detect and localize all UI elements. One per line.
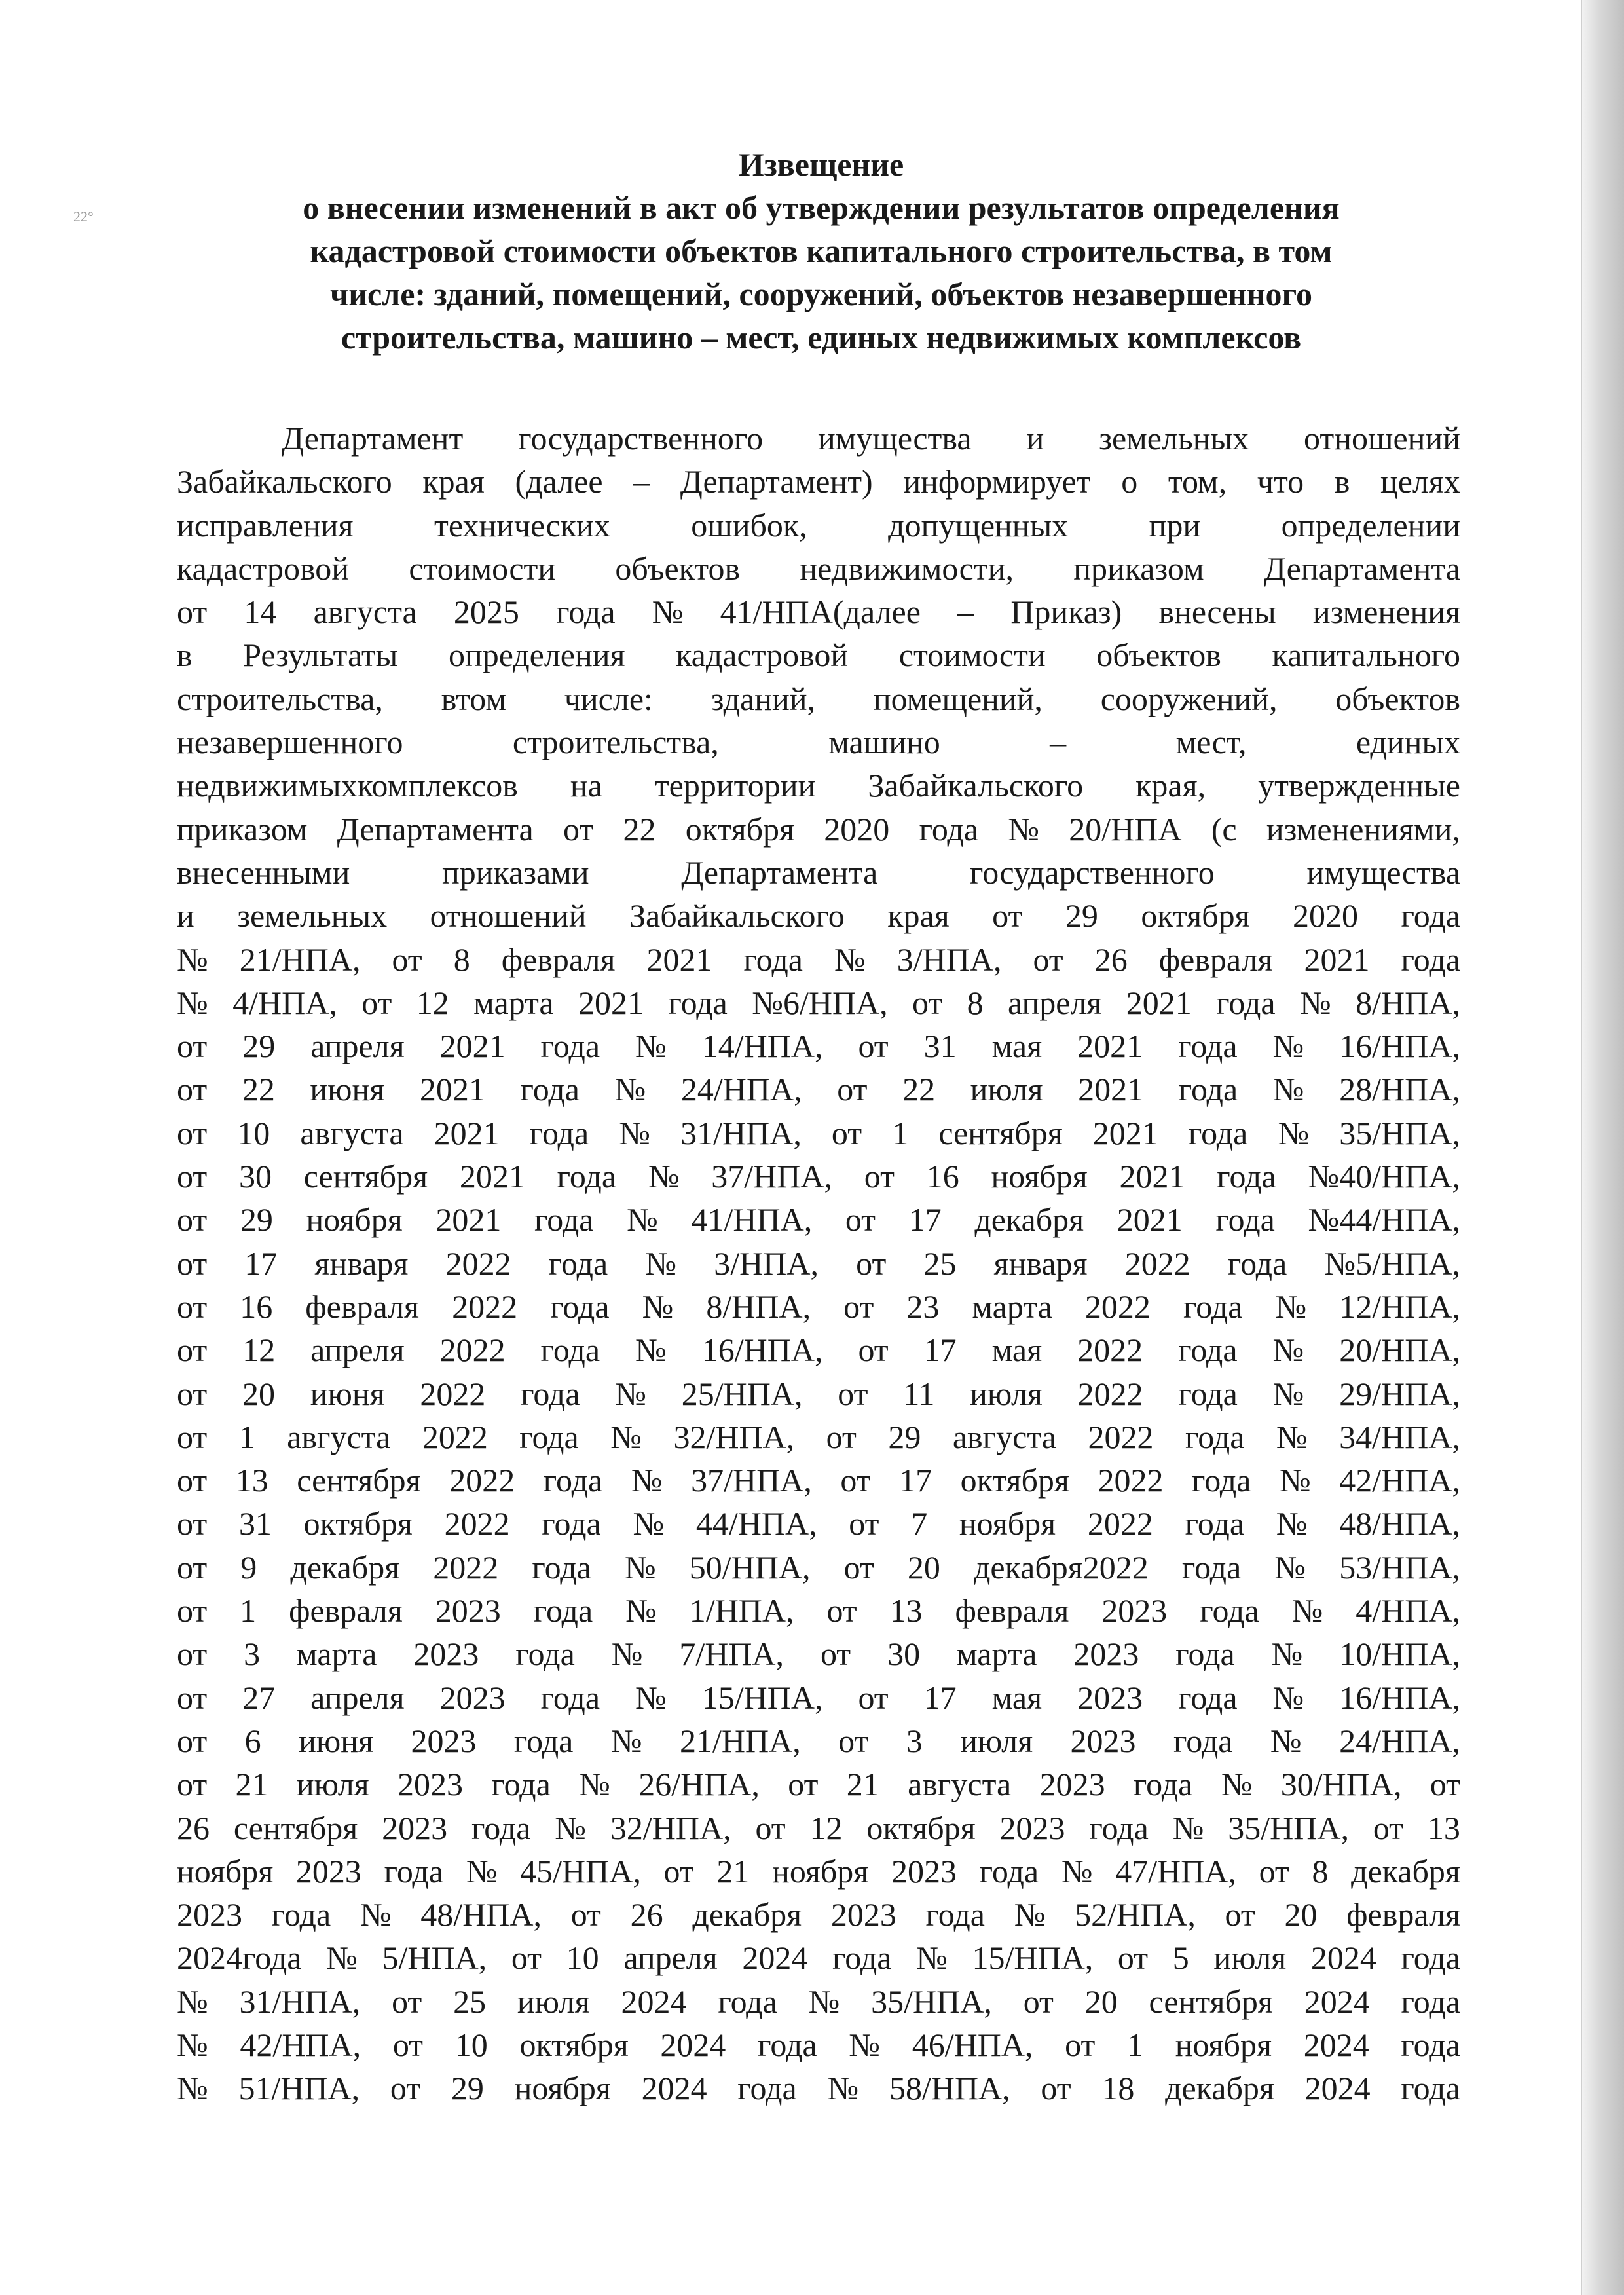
- body-line: № 51/НПА, от 29 ноября 2024 года № 58/НПА, от 18 декабря 2024 года: [177, 2070, 1460, 2107]
- body-line: кадастровой стоимости объектов недвижимости, приказом Департамента: [177, 550, 1460, 587]
- body-line: от 17 января 2022 года № 3/НПА, от 25 января 2022 года №5/НПА,: [177, 1244, 1460, 1282]
- body-line: недвижимыхкомплексов на территории Забайкальского края, утвержденные: [177, 767, 1460, 804]
- title-line: Извещение: [738, 146, 904, 183]
- title-line: кадастровой стоимости объектов капитального строительства, в том: [310, 233, 1333, 269]
- body-line: Департамент государственного имущества и земельных отношений: [282, 420, 1460, 457]
- notice-body: [177, 417, 1460, 2110]
- body-line: от 30 сентября 2021 года № 37/НПА, от 16 ноября 2021 года №40/НПА,: [177, 1158, 1460, 1195]
- notice-title: [177, 143, 1466, 359]
- body-line: 2023 года № 48/НПА, от 26 декабря 2023 года № 52/НПА, от 20 февраля: [177, 1896, 1460, 1933]
- body-line: внесенными приказами Департамента государственного имущества: [177, 853, 1460, 891]
- body-line: от 27 апреля 2023 года № 15/НПА, от 17 мая 2023 года № 16/НПА,: [177, 1679, 1460, 1716]
- body-line: от 6 июня 2023 года № 21/НПА, от 3 июля 2023 года № 24/НПА,: [177, 1722, 1460, 1759]
- body-line: № 31/НПА, от 25 июля 2024 года № 35/НПА, от 20 сентября 2024 года: [177, 1983, 1460, 2020]
- body-line: от 1 февраля 2023 года № 1/НПА, от 13 февраля 2023 года № 4/НПА,: [177, 1592, 1460, 1630]
- scan-edge-shadow: [1582, 0, 1624, 2295]
- body-line: ноября 2023 года № 45/НПА, от 21 ноября 2023 года № 47/НПА, от 8 декабря: [177, 1852, 1460, 1890]
- body-line: в Результаты определения кадастровой стоимости объектов капитального: [177, 637, 1460, 674]
- margin-mark: 22°: [73, 208, 94, 225]
- body-line: от 16 февраля 2022 года № 8/НПА, от 23 марта 2022 года № 12/НПА,: [177, 1288, 1460, 1325]
- body-line: от 12 апреля 2022 года № 16/НПА, от 17 мая 2022 года № 20/НПА,: [177, 1332, 1460, 1369]
- body-line: от 20 июня 2022 года № 25/НПА, от 11 июля 2022 года № 29/НПА,: [177, 1375, 1460, 1412]
- body-line: 2024года № 5/НПА, от 10 апреля 2024 года № 15/НПА, от 5 июля 2024 года: [177, 1939, 1460, 1977]
- body-line: от 3 марта 2023 года № 7/НПА, от 30 марта 2023 года № 10/НПА,: [177, 1635, 1460, 1673]
- body-line: от 9 декабря 2022 года № 50/НПА, от 20 декабря2022 года № 53/НПА,: [177, 1548, 1460, 1586]
- body-line: от 10 августа 2021 года № 31/НПА, от 1 сентября 2021 года № 35/НПА,: [177, 1114, 1460, 1151]
- body-line: от 13 сентября 2022 года № 37/НПА, от 17 октября 2022 года № 42/НПА,: [177, 1462, 1460, 1499]
- body-line: 26 сентября 2023 года № 32/НПА, от 12 октября 2023 года № 35/НПА, от 13: [177, 1809, 1460, 1846]
- body-line: приказом Департамента от 22 октября 2020 года № 20/НПА (с изменениями,: [177, 810, 1460, 848]
- title-line: числе: зданий, помещений, сооружений, объектов незавершенного: [330, 276, 1312, 312]
- body-line: от 29 апреля 2021 года № 14/НПА, от 31 мая 2021 года № 16/НПА,: [177, 1028, 1460, 1065]
- body-line: исправления технических ошибок, допущенных при определении: [177, 506, 1460, 544]
- body-line: от 1 августа 2022 года № 32/НПА, от 29 августа 2022 года № 34/НПА,: [177, 1418, 1460, 1455]
- title-line: строительства, машино – мест, единых недвижимых комплексов: [341, 319, 1302, 356]
- body-line: от 22 июня 2021 года № 24/НПА, от 22 июля 2021 года № 28/НПА,: [177, 1071, 1460, 1108]
- body-line: № 42/НПА, от 10 октября 2024 года № 46/НПА, от 1 ноября 2024 года: [177, 2026, 1460, 2063]
- body-line: строительства, втом числе: зданий, помещений, сооружений, объектов: [177, 680, 1460, 717]
- body-line: от 29 ноября 2021 года № 41/НПА, от 17 декабря 2021 года №44/НПА,: [177, 1201, 1460, 1239]
- body-line: и земельных отношений Забайкальского края от 29 октября 2020 года: [177, 897, 1460, 935]
- body-line: от 21 июля 2023 года № 26/НПА, от 21 августа 2023 года № 30/НПА, от: [177, 1766, 1460, 1803]
- body-line: от 31 октября 2022 года № 44/НПА, от 7 ноября 2022 года № 48/НПА,: [177, 1505, 1460, 1542]
- body-line: Забайкальского края (далее – Департамент) информирует о том, что в целях: [177, 463, 1460, 500]
- body-line: № 4/НПА, от 12 марта 2021 года №6/НПА, от 8 апреля 2021 года № 8/НПА,: [177, 984, 1460, 1021]
- body-line: № 21/НПА, от 8 февраля 2021 года № 3/НПА, от 26 февраля 2021 года: [177, 941, 1460, 978]
- title-line: о внесении изменений в акт об утверждении результатов определения: [303, 189, 1340, 226]
- body-line: от 14 августа 2025 года № 41/НПА(далее – Приказ) внесены изменения: [177, 593, 1460, 631]
- body-line: незавершенного строительства, машино – мест, единых: [177, 724, 1460, 761]
